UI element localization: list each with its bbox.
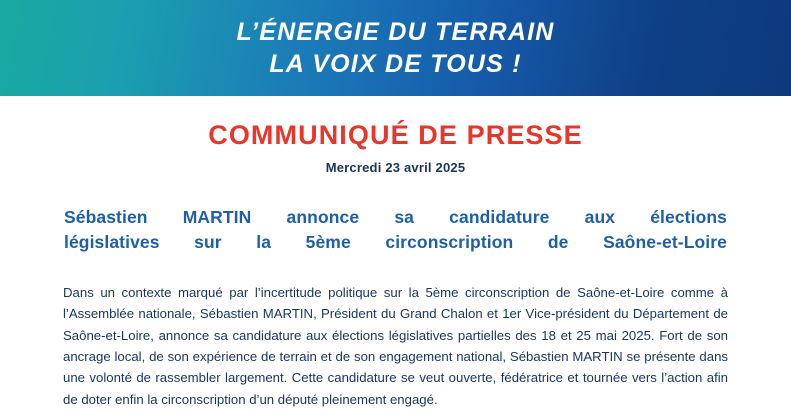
header-banner: [0, 0, 791, 96]
banner-slogan-line-2: LA VOIX DE TOUS !: [269, 50, 522, 78]
headline-line-1: Sébastien MARTIN annonce sa candidature aux élections: [64, 207, 727, 227]
body-paragraph-container: [58, 282, 733, 410]
banner-slogan-line-1: L’ÉNERGIE DU TERRAIN: [236, 18, 555, 46]
headline: [58, 205, 733, 256]
headline-line-2: législatives sur la 5ème circonscription de Saône-et-Loire: [64, 232, 727, 253]
document-content: [0, 120, 791, 410]
page-title: COMMUNIQUÉ DE PRESSE: [208, 120, 583, 150]
body-paragraph: Dans un contexte marqué par l’incertitude politique sur la 5ème circonscription de Saône-et-Loire comme à l’Assemblée nationale, Sébastien MARTIN, Président du Grand Chalon et 1er Vice-président du Département de Saône-et-Loire, annonce sa candidature aux élections législatives partielles des 18 et 25 mai 2025. Fort de son ancrage local, de son expérience de terrain et de son engagement national, Sébastien MARTIN se présente dans une volonté de rassembler largement. Cette candidature se veut ouverte, fédératrice et tournée vers l’action afin de doter enfin la circonscription d’un député pleinement engagé.: [63, 284, 728, 407]
publication-date: Mercredi 23 avril 2025: [325, 160, 466, 175]
